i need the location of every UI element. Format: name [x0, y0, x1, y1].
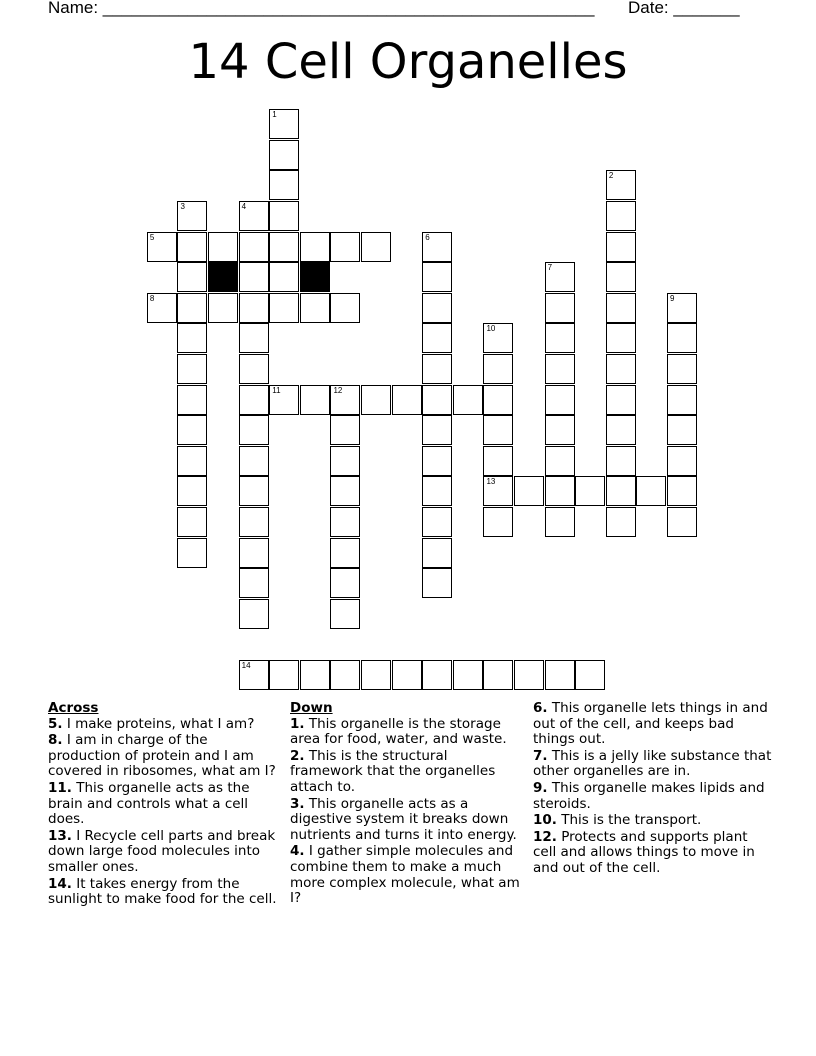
grid-cell[interactable] — [667, 507, 697, 537]
clue-item — [48, 781, 280, 828]
grid-cell[interactable] — [239, 568, 269, 598]
grid-block-cell — [300, 262, 330, 292]
clue-item-number: 2. — [290, 747, 305, 764]
grid-cell[interactable] — [422, 476, 452, 506]
clue-item-text: This organelle makes lipids and steroids. — [533, 779, 765, 812]
grid-cell[interactable] — [606, 170, 636, 200]
grid-cell[interactable] — [545, 354, 575, 384]
grid-cell[interactable] — [514, 476, 544, 506]
grid-block-cell — [208, 262, 238, 292]
grid-cell[interactable] — [422, 262, 452, 292]
clue-number: 6 — [425, 232, 430, 242]
date-field-label: Date: _______ — [628, 0, 740, 17]
grid-cell[interactable] — [606, 415, 636, 445]
clue-item-text: I am in charge of the production of protein and I am covered in ribosomes, what am I? — [48, 732, 276, 780]
grid-cell[interactable] — [147, 293, 177, 323]
clue-number: 7 — [547, 263, 553, 273]
grid-cell[interactable] — [667, 293, 697, 323]
clue-number: 5 — [149, 232, 155, 242]
clue-item — [48, 717, 280, 733]
clue-item-number: 5. — [48, 715, 63, 732]
grid-cell[interactable] — [545, 660, 575, 690]
grid-cell[interactable] — [177, 293, 207, 323]
grid-cell[interactable] — [545, 293, 575, 323]
clue-item — [533, 781, 773, 812]
grid-cell[interactable] — [606, 354, 636, 384]
grid-cell[interactable] — [514, 660, 544, 690]
grid-cell[interactable] — [177, 446, 207, 476]
down-clues-continued — [533, 701, 773, 878]
grid-cell[interactable] — [422, 538, 452, 568]
grid-cell[interactable] — [208, 293, 238, 323]
grid-cell[interactable] — [269, 262, 299, 292]
grid-cell[interactable] — [667, 385, 697, 415]
clue-item-number: 11. — [48, 779, 72, 796]
grid-cell[interactable] — [667, 415, 697, 445]
clue-item-text: Protects and supports plant cell and allows things to move in and out of the cell. — [533, 828, 755, 876]
grid-cell[interactable] — [422, 660, 452, 690]
grid-cell[interactable] — [269, 140, 299, 170]
grid-cell[interactable] — [300, 660, 330, 690]
grid-cell[interactable] — [147, 232, 177, 262]
grid-cell[interactable] — [239, 446, 269, 476]
grid-cell[interactable] — [453, 385, 483, 415]
grid-cell[interactable] — [606, 476, 636, 506]
grid-cell[interactable] — [239, 385, 269, 415]
grid-cell[interactable] — [422, 446, 452, 476]
grid-cell[interactable] — [330, 293, 360, 323]
grid-cell[interactable] — [269, 660, 299, 690]
clue-item — [533, 749, 773, 780]
clue-number: 8 — [149, 293, 155, 303]
grid-cell[interactable] — [483, 660, 513, 690]
clue-item-text: This organelle lets things in and out of the cell, and keeps bad things out. — [533, 700, 768, 748]
grid-cell[interactable] — [636, 476, 666, 506]
grid-cell[interactable] — [239, 507, 269, 537]
grid-cell[interactable] — [330, 232, 360, 262]
grid-cell[interactable] — [177, 262, 207, 292]
down-clues — [290, 701, 522, 908]
clue-item-text: This is a jelly like substance that other organelles are in. — [533, 747, 772, 780]
clue-item — [533, 813, 773, 829]
grid-cell[interactable] — [392, 385, 422, 415]
grid-cell[interactable] — [483, 415, 513, 445]
clue-item — [290, 717, 522, 748]
grid-cell[interactable] — [545, 446, 575, 476]
clue-item — [290, 749, 522, 796]
clue-item-number: 6. — [533, 700, 548, 716]
clue-number: 14 — [241, 661, 251, 671]
clue-number: 4 — [241, 202, 247, 212]
clue-item-text: This is the structural framework that the organelles attach to. — [290, 747, 496, 795]
across-heading: Across — [48, 700, 99, 716]
grid-cell[interactable] — [606, 507, 636, 537]
grid-cell[interactable] — [269, 385, 299, 415]
clue-item — [48, 877, 280, 908]
grid-cell[interactable] — [177, 323, 207, 353]
grid-cell[interactable] — [239, 323, 269, 353]
across-clues — [48, 701, 280, 909]
grid-cell[interactable] — [177, 538, 207, 568]
grid-cell[interactable] — [667, 323, 697, 353]
grid-cell[interactable] — [422, 232, 452, 262]
clue-item — [533, 701, 773, 748]
clue-number: 9 — [670, 293, 675, 303]
grid-cell[interactable] — [177, 385, 207, 415]
grid-cell[interactable] — [177, 507, 207, 537]
grid-cell[interactable] — [667, 446, 697, 476]
grid-cell[interactable] — [606, 201, 636, 231]
down-heading: Down — [290, 700, 333, 716]
grid-cell[interactable] — [239, 262, 269, 292]
grid-cell[interactable] — [239, 538, 269, 568]
grid-cell[interactable] — [606, 446, 636, 476]
clue-number: 10 — [486, 324, 496, 334]
grid-cell[interactable] — [545, 262, 575, 292]
clue-item-number: 14. — [48, 875, 72, 892]
grid-cell[interactable] — [361, 232, 391, 262]
grid-cell[interactable] — [422, 354, 452, 384]
clue-number: 11 — [272, 385, 281, 395]
grid-cell[interactable] — [239, 201, 269, 231]
grid-cell[interactable] — [575, 660, 605, 690]
grid-cell[interactable] — [269, 170, 299, 200]
grid-cell[interactable] — [392, 660, 422, 690]
grid-cell[interactable] — [269, 109, 299, 139]
grid-cell[interactable] — [422, 385, 452, 415]
clue-item — [290, 844, 522, 906]
grid-cell[interactable] — [422, 568, 452, 598]
grid-cell[interactable] — [177, 476, 207, 506]
grid-cell[interactable] — [177, 201, 207, 231]
clue-item-number: 9. — [533, 779, 548, 796]
clue-item-number: 7. — [533, 747, 548, 764]
down-clue-list — [290, 717, 522, 907]
grid-cell[interactable] — [606, 262, 636, 292]
grid-cell[interactable] — [545, 323, 575, 353]
grid-cell[interactable] — [269, 293, 299, 323]
grid-cell[interactable] — [177, 354, 207, 384]
grid-cell[interactable] — [483, 476, 513, 506]
grid-cell[interactable] — [330, 415, 360, 445]
clue-item-number: 8. — [48, 732, 63, 749]
grid-cell[interactable] — [239, 415, 269, 445]
grid-cell[interactable] — [422, 415, 452, 445]
clue-item-text: This organelle acts as the brain and controls what a cell does. — [48, 779, 250, 828]
clue-item — [48, 733, 280, 780]
grid-cell[interactable] — [239, 293, 269, 323]
clue-item-text: This is the transport. — [556, 812, 702, 829]
clue-item — [48, 829, 280, 876]
grid-cell[interactable] — [177, 232, 207, 262]
grid-cell[interactable] — [422, 507, 452, 537]
grid-cell[interactable] — [300, 293, 330, 323]
grid-cell[interactable] — [483, 446, 513, 476]
grid-cell[interactable] — [422, 293, 452, 323]
grid-cell[interactable] — [330, 568, 360, 598]
grid-cell[interactable] — [483, 385, 513, 415]
grid-cell[interactable] — [300, 232, 330, 262]
grid-cell[interactable] — [330, 599, 360, 629]
grid-cell[interactable] — [667, 476, 697, 506]
grid-cell[interactable] — [330, 538, 360, 568]
grid-cell[interactable] — [545, 507, 575, 537]
grid-cell[interactable] — [361, 660, 391, 690]
clue-item-number: 4. — [290, 843, 305, 860]
across-clue-list — [48, 717, 280, 908]
grid-cell[interactable] — [667, 354, 697, 384]
name-field-label: Name: ____________________________________________________ — [48, 0, 595, 17]
grid-cell[interactable] — [483, 354, 513, 384]
grid-cell[interactable] — [483, 323, 513, 353]
clue-number: 12 — [333, 385, 343, 395]
clue-item-text: It takes energy from the sunlight to make food for the cell. — [48, 875, 277, 908]
clue-item-text: I gather simple molecules and combine them to make a much more complex molecule, what am I? — [290, 843, 520, 907]
clue-item-number: 3. — [290, 795, 305, 812]
clue-number: 2 — [608, 171, 614, 181]
grid-cell[interactable] — [545, 415, 575, 445]
grid-cell[interactable] — [545, 385, 575, 415]
grid-cell[interactable] — [330, 476, 360, 506]
clue-item-number: 10. — [533, 812, 557, 829]
grid-cell[interactable] — [239, 599, 269, 629]
grid-cell[interactable] — [606, 293, 636, 323]
clue-number: 13 — [486, 477, 496, 487]
grid-cell[interactable] — [239, 660, 269, 690]
grid-cell[interactable] — [545, 476, 575, 506]
puzzle-title: 14 Cell Organelles — [188, 34, 628, 90]
clue-item-number: 1. — [290, 715, 305, 732]
clue-item-text: This organelle is the storage area for food, water, and waste. — [290, 715, 507, 748]
clue-number: 3 — [180, 202, 185, 212]
grid-cell[interactable] — [606, 232, 636, 262]
grid-cell[interactable] — [330, 385, 360, 415]
grid-cell[interactable] — [422, 323, 452, 353]
grid-cell[interactable] — [453, 660, 483, 690]
grid-cell[interactable] — [361, 385, 391, 415]
grid-cell[interactable] — [269, 232, 299, 262]
clue-item-text: This organelle acts as a digestive system it breaks down nutrients and turns it into energy. — [290, 795, 517, 843]
grid-cell[interactable] — [330, 446, 360, 476]
grid-cell[interactable] — [606, 385, 636, 415]
grid-cell[interactable] — [239, 476, 269, 506]
clue-item-text: I make proteins, what I am? — [62, 715, 255, 732]
grid-cell[interactable] — [330, 660, 360, 690]
grid-cell[interactable] — [300, 385, 330, 415]
grid-cell[interactable] — [177, 415, 207, 445]
grid-cell[interactable] — [483, 507, 513, 537]
clue-item — [533, 830, 773, 877]
grid-cell[interactable] — [575, 476, 605, 506]
grid-cell[interactable] — [606, 323, 636, 353]
grid-cell[interactable] — [239, 232, 269, 262]
clue-item — [290, 797, 522, 844]
clue-item-number: 12. — [533, 828, 557, 845]
clue-number: 1 — [272, 110, 277, 120]
grid-cell[interactable] — [330, 507, 360, 537]
clue-item-text: I Recycle cell parts and break down large food molecules into smaller ones. — [48, 827, 276, 875]
down-clue-list-continued — [533, 701, 773, 877]
grid-cell[interactable] — [269, 201, 299, 231]
grid-cell[interactable] — [239, 354, 269, 384]
grid-cell[interactable] — [208, 232, 238, 262]
clue-item-number: 13. — [48, 827, 72, 844]
